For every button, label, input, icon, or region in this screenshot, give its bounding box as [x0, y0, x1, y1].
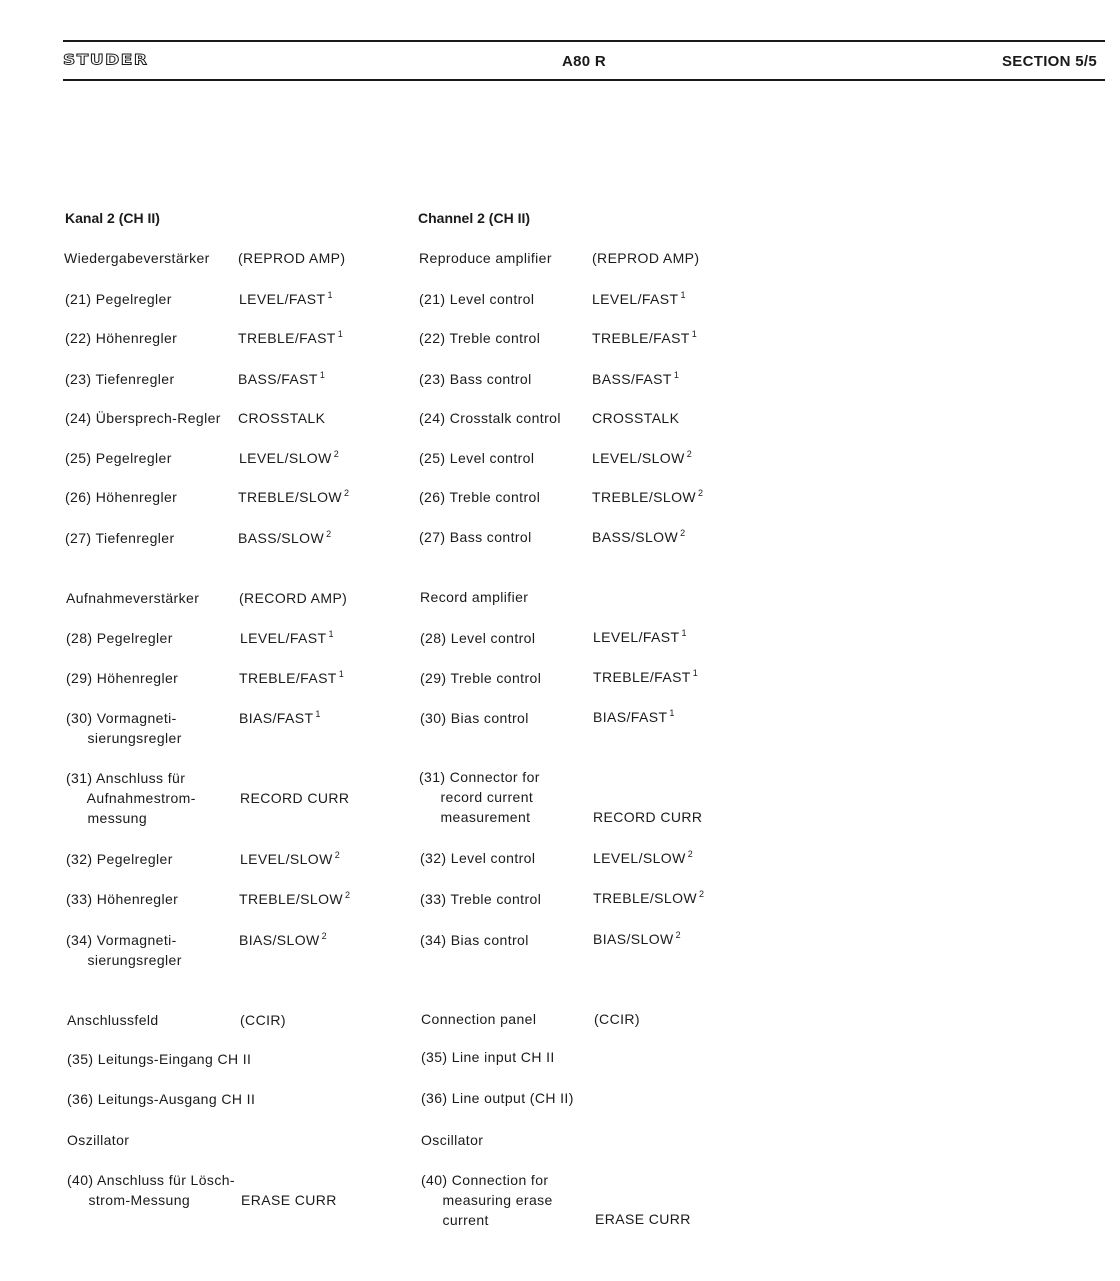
item-label: Tiefenregler [95, 371, 175, 387]
item-number: (26) [65, 489, 92, 505]
footnote-mark: 2 [334, 850, 341, 860]
item-label: Treble control [449, 489, 541, 505]
english-reprod-title: Reproduce amplifier [419, 250, 552, 266]
item-value: LEVEL/FAST [593, 629, 680, 645]
item-label: Übersprech-Regler [95, 410, 221, 426]
item-value: LEVEL/FAST [592, 291, 679, 307]
footnote-mark: 1 [669, 708, 675, 718]
item-label: Treble control [450, 670, 542, 686]
item-number: (22) [65, 330, 92, 346]
item-number: (33) [66, 891, 93, 907]
item-value: ERASE CURR [595, 1211, 691, 1227]
item-label: Pegelregler [95, 291, 172, 307]
item-number: (33) [420, 891, 447, 907]
english-panel-title: Connection panel [421, 1011, 537, 1027]
footnote-mark: 2 [333, 449, 340, 459]
item-number: (29) [420, 670, 447, 686]
item-number: (35) [67, 1051, 94, 1067]
item-value: TREBLE/SLOW [592, 489, 696, 505]
item-number: (21) [419, 291, 446, 307]
item-label: Connection for measuring erase current [442, 1172, 553, 1228]
german-osc-title: Oszillator [67, 1132, 130, 1148]
footnote-mark: 1 [327, 290, 333, 300]
item-value: TREBLE/FAST [592, 330, 690, 346]
item-number: (23) [65, 371, 92, 387]
german-panel-item [67, 1049, 251, 1069]
footnote-mark: 1 [680, 290, 686, 300]
footnote-mark: 1 [337, 329, 344, 339]
footnote-mark: 2 [321, 931, 328, 941]
item-value: LEVEL/FAST [239, 291, 326, 307]
footnote-mark: 2 [686, 449, 693, 459]
item-value: LEVEL/SLOW [593, 850, 686, 866]
item-number: (30) [420, 710, 447, 726]
item-number: (40) [421, 1172, 448, 1188]
footnote-mark: 1 [328, 629, 334, 639]
item-label: Connector for record current measurement [440, 769, 540, 825]
item-number: (27) [419, 529, 446, 545]
item-number: (28) [66, 630, 93, 646]
item-label: Vormagneti- sierungsregler [87, 932, 182, 968]
item-label: Bias control [450, 710, 529, 726]
item-value: TREBLE/FAST [239, 670, 337, 686]
item-value: LEVEL/SLOW [592, 450, 685, 466]
footnote-mark: 2 [675, 930, 682, 940]
english-record-title: Record amplifier [420, 589, 529, 605]
german-panel-item [67, 1089, 255, 1109]
item-value: BIAS/FAST [239, 710, 314, 726]
item-label: Level control [450, 630, 536, 646]
item-label: Treble control [450, 891, 542, 907]
footnote-mark: 1 [681, 628, 687, 638]
item-label: Höhenregler [95, 330, 178, 346]
item-label: Höhenregler [96, 670, 179, 686]
footnote-mark: 1 [673, 370, 680, 380]
item-number: (23) [419, 371, 446, 387]
item-label: Leitungs-Ausgang CH II [97, 1091, 256, 1107]
item-label: Line input CH II [451, 1049, 555, 1065]
english-panel-item [421, 1047, 555, 1067]
item-number: (34) [66, 932, 93, 948]
footnote-mark: 2 [698, 889, 705, 899]
footnote-mark: 2 [697, 488, 704, 498]
item-label: Pegelregler [95, 450, 172, 466]
item-number: (31) [419, 769, 446, 785]
item-label: Vormagneti- sierungsregler [87, 710, 182, 746]
item-label: Treble control [449, 330, 541, 346]
section-number: SECTION 5/5 [1002, 53, 1097, 70]
item-label: Anschluss für Aufnahmestrom- messung [86, 770, 196, 826]
item-value: TREBLE/FAST [593, 669, 691, 685]
english-heading: Channel 2 (CH II) [418, 210, 531, 226]
item-value: BASS/SLOW [238, 530, 325, 546]
item-value: BIAS/FAST [593, 709, 668, 725]
item-value: RECORD CURR [240, 790, 350, 806]
item-number: (36) [67, 1091, 94, 1107]
item-value: BASS/FAST [238, 371, 318, 387]
item-value: TREBLE/SLOW [238, 489, 342, 505]
item-label: Bass control [449, 529, 532, 545]
item-number: (40) [67, 1172, 94, 1188]
item-value: BASS/FAST [592, 371, 672, 387]
item-number: (29) [66, 670, 93, 686]
footnote-mark: 1 [315, 709, 321, 719]
item-number: (30) [66, 710, 93, 726]
item-label: Line output (CH II) [451, 1090, 574, 1106]
item-value: CROSSTALK [238, 410, 326, 426]
german-reprod-title: Wiedergabeverstärker [64, 250, 210, 266]
item-number: (24) [419, 410, 446, 426]
item-number: (32) [420, 850, 447, 866]
item-number: (31) [66, 770, 93, 786]
german-record-title: Aufnahmeverstärker [66, 590, 200, 606]
item-label: Tiefenregler [95, 530, 175, 546]
item-number: (25) [65, 450, 92, 466]
item-label: Anschluss für Lösch- strom-Messung [88, 1172, 235, 1208]
studer-logo: STUDER [63, 52, 149, 69]
item-number: (36) [421, 1090, 448, 1106]
german-panel-tag: (CCIR) [240, 1012, 286, 1028]
item-label: Höhenregler [95, 489, 178, 505]
item-number: (21) [65, 291, 92, 307]
footnote-mark: 2 [680, 528, 686, 538]
english-panel-tag: (CCIR) [594, 1011, 640, 1027]
footnote-mark: 2 [326, 529, 332, 539]
item-number: (26) [419, 489, 446, 505]
model-name: A80 R [562, 53, 607, 70]
item-value: ERASE CURR [241, 1192, 337, 1208]
german-reprod-tag: (REPROD AMP) [238, 250, 346, 266]
item-value: TREBLE/SLOW [593, 890, 697, 906]
item-value: LEVEL/SLOW [240, 851, 333, 867]
footnote-mark: 1 [319, 370, 326, 380]
footnote-mark: 1 [692, 668, 699, 678]
english-reprod-tag: (REPROD AMP) [592, 250, 700, 266]
english-osc-title: Oscillator [421, 1132, 484, 1148]
item-number: (24) [65, 410, 92, 426]
german-panel-title: Anschlussfeld [67, 1012, 159, 1028]
header-bottom-rule [63, 79, 1105, 81]
footnote-mark: 1 [338, 669, 345, 679]
item-label: Bass control [449, 371, 532, 387]
item-number: (22) [419, 330, 446, 346]
item-label: Höhenregler [96, 891, 179, 907]
item-value: LEVEL/FAST [240, 630, 327, 646]
english-panel-item [421, 1088, 574, 1108]
item-label: Leitungs-Eingang CH II [97, 1051, 252, 1067]
item-label: Crosstalk control [449, 410, 561, 426]
header-top-rule [63, 40, 1105, 42]
german-record-tag: (RECORD AMP) [239, 590, 348, 606]
german-heading: Kanal 2 (CH II) [65, 210, 160, 226]
item-number: (28) [420, 630, 447, 646]
item-label: Pegelregler [96, 630, 173, 646]
item-value: BIAS/SLOW [593, 931, 674, 947]
item-value: LEVEL/SLOW [239, 450, 332, 466]
footnote-mark: 1 [691, 329, 698, 339]
item-number: (34) [420, 932, 447, 948]
item-label: Level control [449, 291, 535, 307]
item-value: BIAS/SLOW [239, 932, 320, 948]
footnote-mark: 2 [344, 890, 351, 900]
item-number: (25) [419, 450, 446, 466]
item-number: (32) [66, 851, 93, 867]
item-value: RECORD CURR [593, 809, 703, 825]
footnote-mark: 2 [687, 849, 694, 859]
item-value: TREBLE/SLOW [239, 891, 343, 907]
item-value: BASS/SLOW [592, 529, 679, 545]
item-value: TREBLE/FAST [238, 330, 336, 346]
item-label: Level control [449, 450, 535, 466]
item-number: (27) [65, 530, 92, 546]
item-number: (35) [421, 1049, 448, 1065]
item-label: Level control [450, 850, 536, 866]
item-value: CROSSTALK [592, 410, 680, 426]
item-label: Bias control [450, 932, 529, 948]
item-label: Pegelregler [96, 851, 173, 867]
footnote-mark: 2 [343, 488, 350, 498]
